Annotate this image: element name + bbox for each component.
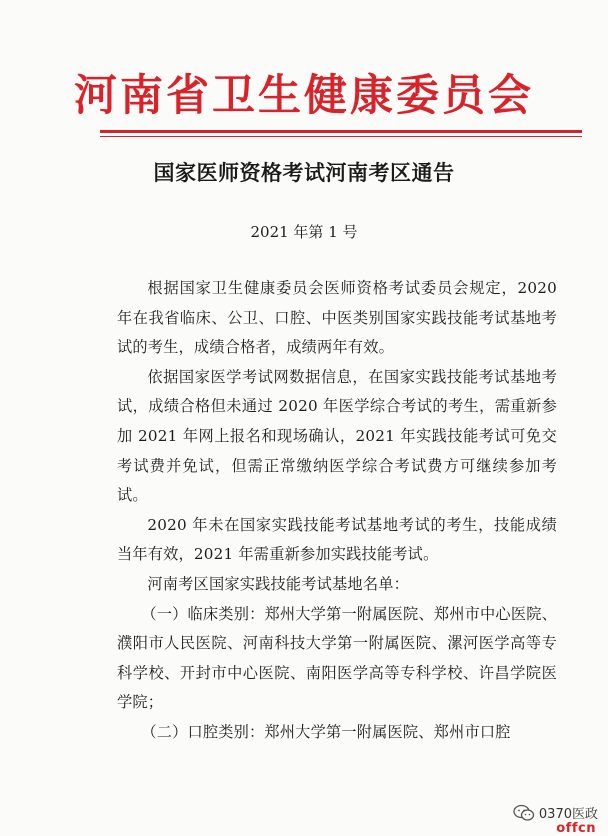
paragraph: （一）临床类别：郑州大学第一附属医院、郑州市中心医院、濮阳市人民医院、河南科技大学第一附属医院、漯河医学高等专科学校、开封市中心医院、南阳医学高等专科学校、许昌学院医学院；: [117, 604, 557, 712]
header-rule-thick: [100, 130, 582, 133]
watermark-account: 0370医政: [538, 807, 598, 822]
paragraph: 2020 年未在国家实践技能考试基地考试的考生，技能成绩当年有效，2021 年需重新参加实践技能考试。: [117, 515, 557, 564]
paragraph: 河南考区国家实践技能考试基地名单：: [147, 574, 409, 593]
header-rule-thin: [100, 136, 582, 137]
watermark: [513, 803, 598, 822]
paragraph: （二）口腔类别：郑州大学第一附属医院、郑州市口腔: [141, 722, 511, 741]
paragraph: 依据国家医学考试网数据信息，在国家实践技能考试基地考试，成绩合格但未通过 2020 年医学综合考试的考生，需重新参加 2021 年网上报名和现场确认，2021 年实践技能考试可免交考试费并免试，但需正常缴纳医学综合考试费方可继续参加考试。: [117, 367, 557, 505]
paragraph: 根据国家卫生健康委员会医师资格考试委员会规定，2020 年在我省临床、公卫、口腔、中医类别国家实践技能考试基地考试的考生，成绩合格者，成绩两年有效。: [117, 279, 557, 357]
document-title: 国家医师资格考试河南考区通告: [153, 160, 455, 185]
document-number: 2021 年第 1 号: [250, 223, 358, 241]
document-body: [117, 274, 557, 748]
org-header: 河南省卫生健康委员会: [74, 71, 534, 121]
wechat-icon: [513, 804, 535, 822]
offcn-logo: offcn: [556, 821, 596, 836]
